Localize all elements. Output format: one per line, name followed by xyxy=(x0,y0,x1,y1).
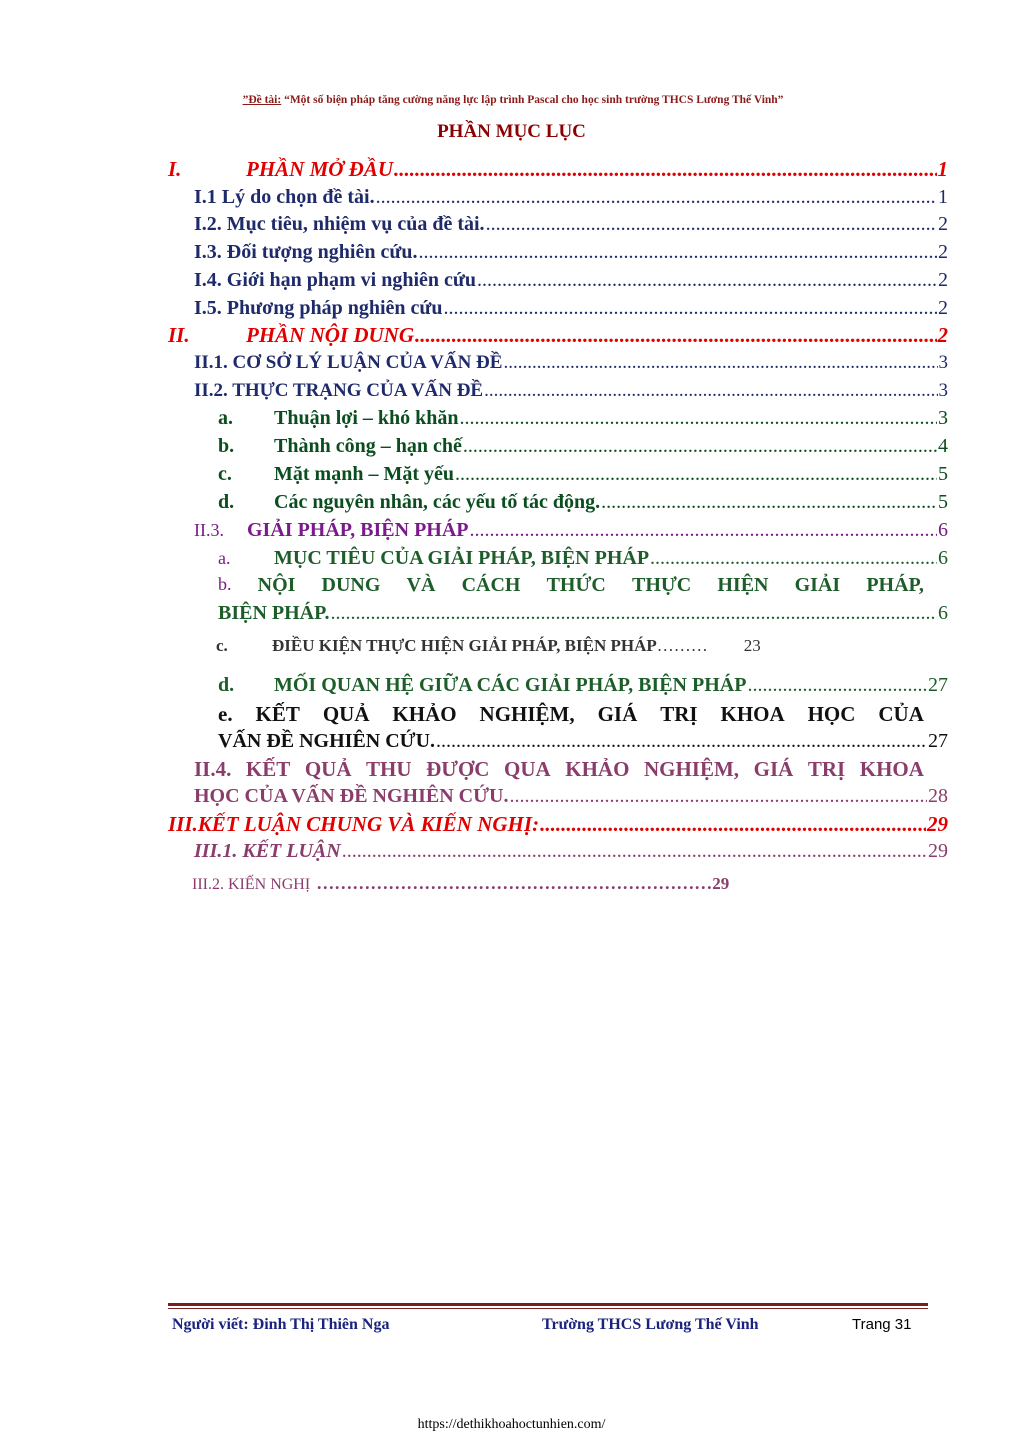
toc-entry-ii2c[interactable] xyxy=(218,463,948,486)
toc-word: KHOA xyxy=(859,757,924,781)
toc-text: I.3. Đối tượng nghiên cứu. xyxy=(194,241,418,263)
toc-number: b. xyxy=(218,574,232,594)
toc-word: CÁCH xyxy=(461,574,521,596)
toc-text: PHẦN MỞ ĐẦU xyxy=(246,157,394,181)
footer-school: Trường THCS Lương Thế Vinh xyxy=(542,1316,759,1333)
header-label: ”Đề tài: xyxy=(242,94,282,106)
toc-entry-iii2[interactable] xyxy=(192,873,922,894)
toc-word: QUẢ xyxy=(322,702,370,726)
toc-number: II. xyxy=(168,323,190,347)
toc-entry-ii2a[interactable] xyxy=(218,407,948,430)
toc-number: d. xyxy=(218,674,235,696)
toc-word: KHẢO xyxy=(565,757,630,781)
toc-entry-ii3a[interactable] xyxy=(218,547,948,570)
toc-entry-ii[interactable] xyxy=(168,323,948,348)
toc-page: 4 xyxy=(938,435,948,457)
toc-word: GIẢI xyxy=(794,574,841,596)
toc-word: NGHIỆM, xyxy=(479,702,575,726)
toc-text: II.1. CƠ SỞ LÝ LUẬN CỦA VẤN ĐỀ xyxy=(194,352,503,373)
footer-divider xyxy=(168,1303,928,1306)
toc-text: Các nguyên nhân, các yếu tố tác động. xyxy=(274,491,601,513)
toc-leader xyxy=(470,519,937,542)
toc-entry-ii1[interactable] xyxy=(194,352,948,374)
toc-entry-ii2[interactable] xyxy=(194,380,948,402)
toc-word: KẾT xyxy=(245,757,291,781)
toc-leader xyxy=(484,380,937,402)
toc-leader xyxy=(540,812,926,837)
toc-page: 23 xyxy=(743,636,761,655)
toc-word: THỰC xyxy=(631,574,692,596)
footer-divider-thin xyxy=(168,1308,928,1309)
toc-page: 5 xyxy=(938,463,948,485)
toc-number: e. xyxy=(218,702,233,726)
toc-leader xyxy=(376,186,937,209)
toc-page: 29 xyxy=(928,840,948,862)
toc-entry-ii4[interactable] xyxy=(194,757,924,782)
toc-text: III.1. KẾT LUẬN xyxy=(194,840,341,862)
toc-entry-ii3c[interactable] xyxy=(216,636,916,656)
toc-text: Thuận lợi – khó khăn xyxy=(274,407,459,429)
toc-word: QUẢ xyxy=(304,757,352,781)
toc-page: 2 xyxy=(938,213,948,235)
toc-text: Thành công – hạn chế xyxy=(274,435,462,457)
toc-page: 1 xyxy=(938,186,948,208)
toc-text: MỤC TIÊU CỦA GIẢI PHÁP, BIỆN PHÁP xyxy=(274,547,650,569)
toc-leader: ………………………………………………………… xyxy=(316,873,713,893)
toc-word: HỌC xyxy=(807,702,856,726)
toc-text: MỐI QUAN HỆ GIỮA CÁC GIẢI PHÁP, BIỆN PHÁP xyxy=(274,674,747,696)
toc-word: VÀ xyxy=(406,574,436,596)
toc-number: b. xyxy=(218,435,235,457)
toc-leader xyxy=(650,547,937,570)
toc-entry-ii3b[interactable] xyxy=(218,574,924,597)
toc-text: PHẦN NỘI DUNG xyxy=(246,323,414,347)
toc-text: HỌC CỦA VẤN ĐỀ NGHIÊN CỨU. xyxy=(194,785,509,807)
toc-page: 6 xyxy=(938,519,948,541)
toc-leader xyxy=(394,157,936,182)
toc-entry-i3[interactable] xyxy=(194,241,948,264)
toc-entry-ii2b[interactable] xyxy=(218,435,948,458)
header-topic: “Một số biện pháp tăng cường năng lực lập trình Pascal cho học sinh trường THCS Lương Thế Vinh” xyxy=(281,94,784,106)
toc-leader xyxy=(503,352,937,374)
toc-number: a. xyxy=(218,548,231,568)
toc-page: 2 xyxy=(938,297,948,319)
toc-word: THỨC xyxy=(546,574,606,596)
toc-text: ĐIỀU KIỆN THỰC HIỆN GIẢI PHÁP, BIỆN PHÁP xyxy=(272,636,657,655)
toc-page: 5 xyxy=(938,491,948,513)
toc-page: 29 xyxy=(712,874,730,893)
toc-entry-iii1[interactable] xyxy=(194,840,948,863)
toc-entry-ii3[interactable] xyxy=(194,519,948,542)
toc-leader xyxy=(463,435,937,458)
document-header xyxy=(168,94,858,106)
toc-entry-i4[interactable] xyxy=(194,269,948,292)
toc-page: 2 xyxy=(937,323,948,347)
toc-leader xyxy=(415,323,937,348)
toc-page: 2 xyxy=(938,269,948,291)
toc-text: II.2. THỰC TRẠNG CỦA VẤN ĐỀ xyxy=(194,380,484,401)
toc-leader xyxy=(509,785,927,808)
toc-word: TRỊ xyxy=(660,702,698,726)
toc-entry-ii4-cont[interactable] xyxy=(194,785,948,808)
toc-text: I.2. Mục tiêu, nhiệm vụ của đề tài. xyxy=(194,213,485,235)
toc-page: 3 xyxy=(938,407,948,429)
toc-text: III.KẾT LUẬN CHUNG VÀ KIẾN NGHỊ: xyxy=(168,812,540,836)
toc-entry-ii3d[interactable] xyxy=(218,674,948,697)
toc-leader xyxy=(455,463,937,486)
toc-word: GIÁ xyxy=(753,757,794,781)
toc-page: 27 xyxy=(928,674,948,696)
toc-word: NỘI xyxy=(257,574,296,596)
toc-page: 28 xyxy=(928,785,948,807)
toc-text: I.4. Giới hạn phạm vi nghiên cứu xyxy=(194,269,477,291)
toc-number: I. xyxy=(168,157,182,181)
toc-word: PHÁP, xyxy=(866,574,924,596)
toc-word: THU xyxy=(366,757,412,781)
toc-word: ĐƯỢC xyxy=(426,757,490,781)
toc-leader xyxy=(418,241,937,264)
toc-page: 6 xyxy=(938,602,948,624)
toc-page: 27 xyxy=(928,730,948,752)
toc-entry-i1[interactable] xyxy=(194,186,948,209)
toc-text: BIỆN PHÁP. xyxy=(218,602,330,624)
toc-number: II.3. xyxy=(194,520,224,540)
toc-page: 2 xyxy=(938,241,948,263)
toc-entry-ii3e-cont[interactable] xyxy=(218,730,948,753)
toc-entry-iii[interactable] xyxy=(168,812,948,837)
toc-text: I.1 Lý do chọn đề tài. xyxy=(194,186,375,208)
toc-entry-ii3b-cont[interactable] xyxy=(218,602,948,625)
toc-leader xyxy=(436,730,927,753)
toc-page: 3 xyxy=(938,352,948,373)
toc-word: II.4. xyxy=(194,757,232,781)
toc-number: d. xyxy=(218,491,235,513)
footer-page-number: Trang 31 xyxy=(852,1316,912,1333)
toc-text: I.5. Phương pháp nghiên cứu xyxy=(194,297,443,319)
toc-page: 3 xyxy=(938,380,948,401)
toc-word: KHẢO xyxy=(392,702,457,726)
toc-entry-ii3e[interactable] xyxy=(218,702,924,727)
toc-number: a. xyxy=(218,407,233,429)
toc-page: 6 xyxy=(938,547,948,569)
toc-word: KHOA xyxy=(720,702,785,726)
toc-word: DUNG xyxy=(321,574,381,596)
toc-text: GIẢI PHÁP, BIỆN PHÁP xyxy=(247,519,469,541)
toc-word: NGHIỆM, xyxy=(643,757,740,781)
toc-page: 1 xyxy=(937,157,948,181)
source-url[interactable]: https://dethikhoahoctunhien.com/ xyxy=(417,1417,606,1432)
toc-leader: ……… xyxy=(656,636,708,655)
toc-leader xyxy=(342,840,927,863)
toc-leader xyxy=(477,269,937,292)
toc-text: VẤN ĐỀ NGHIÊN CỨU. xyxy=(218,730,436,752)
toc-word: KẾT xyxy=(255,702,300,726)
toc-leader xyxy=(460,407,937,430)
toc-word: GIÁ xyxy=(597,702,638,726)
page-title: PHẦN MỤC LỤC xyxy=(437,121,586,142)
toc-word: HIỆN xyxy=(717,574,769,596)
toc-entry-ii2d[interactable] xyxy=(218,491,948,514)
toc-word: TRỊ xyxy=(807,757,846,781)
toc-entry-i[interactable] xyxy=(168,157,948,182)
toc-leader xyxy=(444,297,938,320)
toc-text: Mặt mạnh – Mặt yếu xyxy=(274,463,454,485)
toc-leader xyxy=(601,491,937,514)
toc-word: QUA xyxy=(504,757,551,781)
toc-number: c. xyxy=(216,636,228,655)
toc-entry-i2[interactable] xyxy=(194,213,948,236)
toc-leader xyxy=(331,602,937,625)
toc-leader xyxy=(486,213,937,236)
footer-author: Người viết: Đinh Thị Thiên Nga xyxy=(172,1316,390,1333)
toc-leader xyxy=(747,674,927,697)
toc-entry-i5[interactable] xyxy=(194,297,948,320)
toc-number: c. xyxy=(218,463,232,485)
toc-text: III.2. KIẾN NGHỊ xyxy=(192,876,311,893)
toc-page: 29 xyxy=(927,812,948,836)
toc-word: CỦA xyxy=(878,702,924,726)
